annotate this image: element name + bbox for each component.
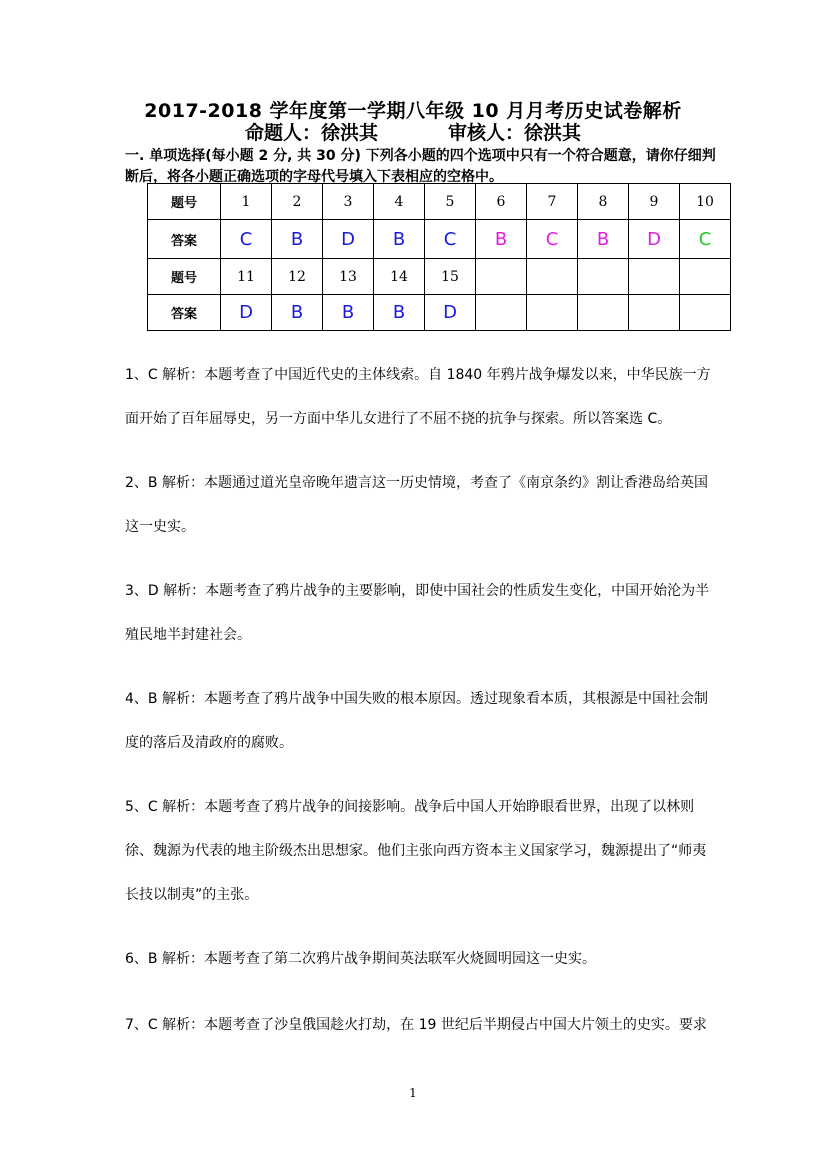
answer-cell <box>425 220 476 259</box>
question-number: 15 <box>425 259 476 295</box>
page-number: 1 <box>409 1086 417 1100</box>
explanation-paragraph: 5、C 解析：本题考查了鸦片战争的间接影响。战争后中国人开始睁眼看世界，出现了以林则徐、魏源为代表的地主阶级杰出思想家。他们主张向西方资本主义国家学习，魏源提出了“师夷长技以制夷”的主张。 <box>125 799 707 903</box>
answer-letter: C <box>443 228 457 250</box>
answer-cell <box>221 220 272 259</box>
answer-cell <box>272 295 323 331</box>
question-number <box>680 259 731 295</box>
page-title: 2017-2018 学年度第一学期八年级 10 月月考历史试卷解析 <box>144 100 682 122</box>
author-line <box>0 118 826 145</box>
answer-cell <box>323 220 374 259</box>
row-label-number: 题号 <box>148 184 221 220</box>
question-number: 5 <box>425 184 476 220</box>
answer-cell <box>476 295 527 331</box>
answer-letter: C <box>239 228 253 250</box>
answer-cell <box>272 220 323 259</box>
answer-cell <box>629 295 680 331</box>
question-number: 14 <box>374 259 425 295</box>
question-number: 13 <box>323 259 374 295</box>
question-number: 8 <box>578 184 629 220</box>
table-row <box>148 259 731 295</box>
answer-cell <box>476 220 527 259</box>
explanation-paragraph: 7、C 解析：本题考查了沙皇俄国趁火打劫，在 19 世纪后半期侵占中国大片领土的史实。要求 <box>125 1017 707 1033</box>
row-label-number: 题号 <box>148 259 221 295</box>
question-number: 1 <box>221 184 272 220</box>
answer-letter: C <box>698 228 712 250</box>
answer-cell <box>374 220 425 259</box>
answer-letter: B <box>290 228 304 250</box>
question-number: 4 <box>374 184 425 220</box>
question-number: 6 <box>476 184 527 220</box>
question-number: 9 <box>629 184 680 220</box>
question-number: 7 <box>527 184 578 220</box>
section-heading: 一. 单项选择(每小题 2 分, 共 30 分) 下列各小题的四个选项中只有一个符合题意，请你仔细判断后，将各小题正确选项的字母代号填入下表相应的空格中。 <box>125 148 716 185</box>
answer-letter: B <box>596 228 610 250</box>
question-number <box>527 259 578 295</box>
row-label-answer: 答案 <box>148 295 221 331</box>
answer-letter: B <box>392 228 406 250</box>
table-row <box>148 295 731 331</box>
answer-cell <box>680 295 731 331</box>
answer-letter: B <box>494 228 508 250</box>
answer-letter: B <box>341 302 355 323</box>
question-number: 2 <box>272 184 323 220</box>
explanation-paragraph: 1、C 解析：本题考查了中国近代史的主体线索。自 1840 年鸦片战争爆发以来，中华民族一方面开始了百年屈辱史，另一方面中华儿女进行了不屈不挠的抗争与探索。所以答案选 C。 <box>125 367 711 427</box>
answer-letter: B <box>290 302 304 323</box>
question-number <box>476 259 527 295</box>
question-number: 12 <box>272 259 323 295</box>
answer-letter: D <box>239 302 253 323</box>
explanation-paragraph: 4、B 解析：本题考查了鸦片战争中国失败的根本原因。透过现象看本质，其根源是中国社会制度的落后及清政府的腐败。 <box>125 691 708 751</box>
question-number: 11 <box>221 259 272 295</box>
answer-cell <box>527 220 578 259</box>
answer-cell <box>221 295 272 331</box>
answer-table <box>147 183 731 331</box>
question-number: 10 <box>680 184 731 220</box>
row-label-answer: 答案 <box>148 220 221 259</box>
answer-cell <box>578 295 629 331</box>
answer-cell <box>527 295 578 331</box>
answer-cell <box>425 295 476 331</box>
answer-cell <box>578 220 629 259</box>
answer-cell <box>323 295 374 331</box>
answer-cell <box>680 220 731 259</box>
reviewer-label: 审核人：徐洪其 <box>448 122 582 144</box>
question-number: 3 <box>323 184 374 220</box>
answer-letter: D <box>341 228 355 250</box>
explanation-paragraph: 2、B 解析：本题通过道光皇帝晚年遗言这一历史情境，考查了《南京条约》割让香港岛给英国这一史实。 <box>125 475 708 535</box>
author-label: 命题人：徐洪其 <box>244 122 378 144</box>
question-number <box>578 259 629 295</box>
answer-letter: C <box>545 228 559 250</box>
table-row <box>148 184 731 220</box>
answer-cell <box>629 220 680 259</box>
table-row <box>148 220 731 259</box>
explanation-paragraph: 6、B 解析：本题考查了第二次鸦片战争期间英法联军火烧圆明园这一史实。 <box>125 951 596 967</box>
answer-letter: D <box>647 228 661 250</box>
question-number <box>629 259 680 295</box>
answer-letter: D <box>443 302 457 323</box>
answer-letter: B <box>392 302 406 323</box>
explanation-paragraph: 3、D 解析：本题考查了鸦片战争的主要影响，即使中国社会的性质发生变化，中国开始沦为半殖民地半封建社会。 <box>125 583 710 643</box>
answer-cell <box>374 295 425 331</box>
